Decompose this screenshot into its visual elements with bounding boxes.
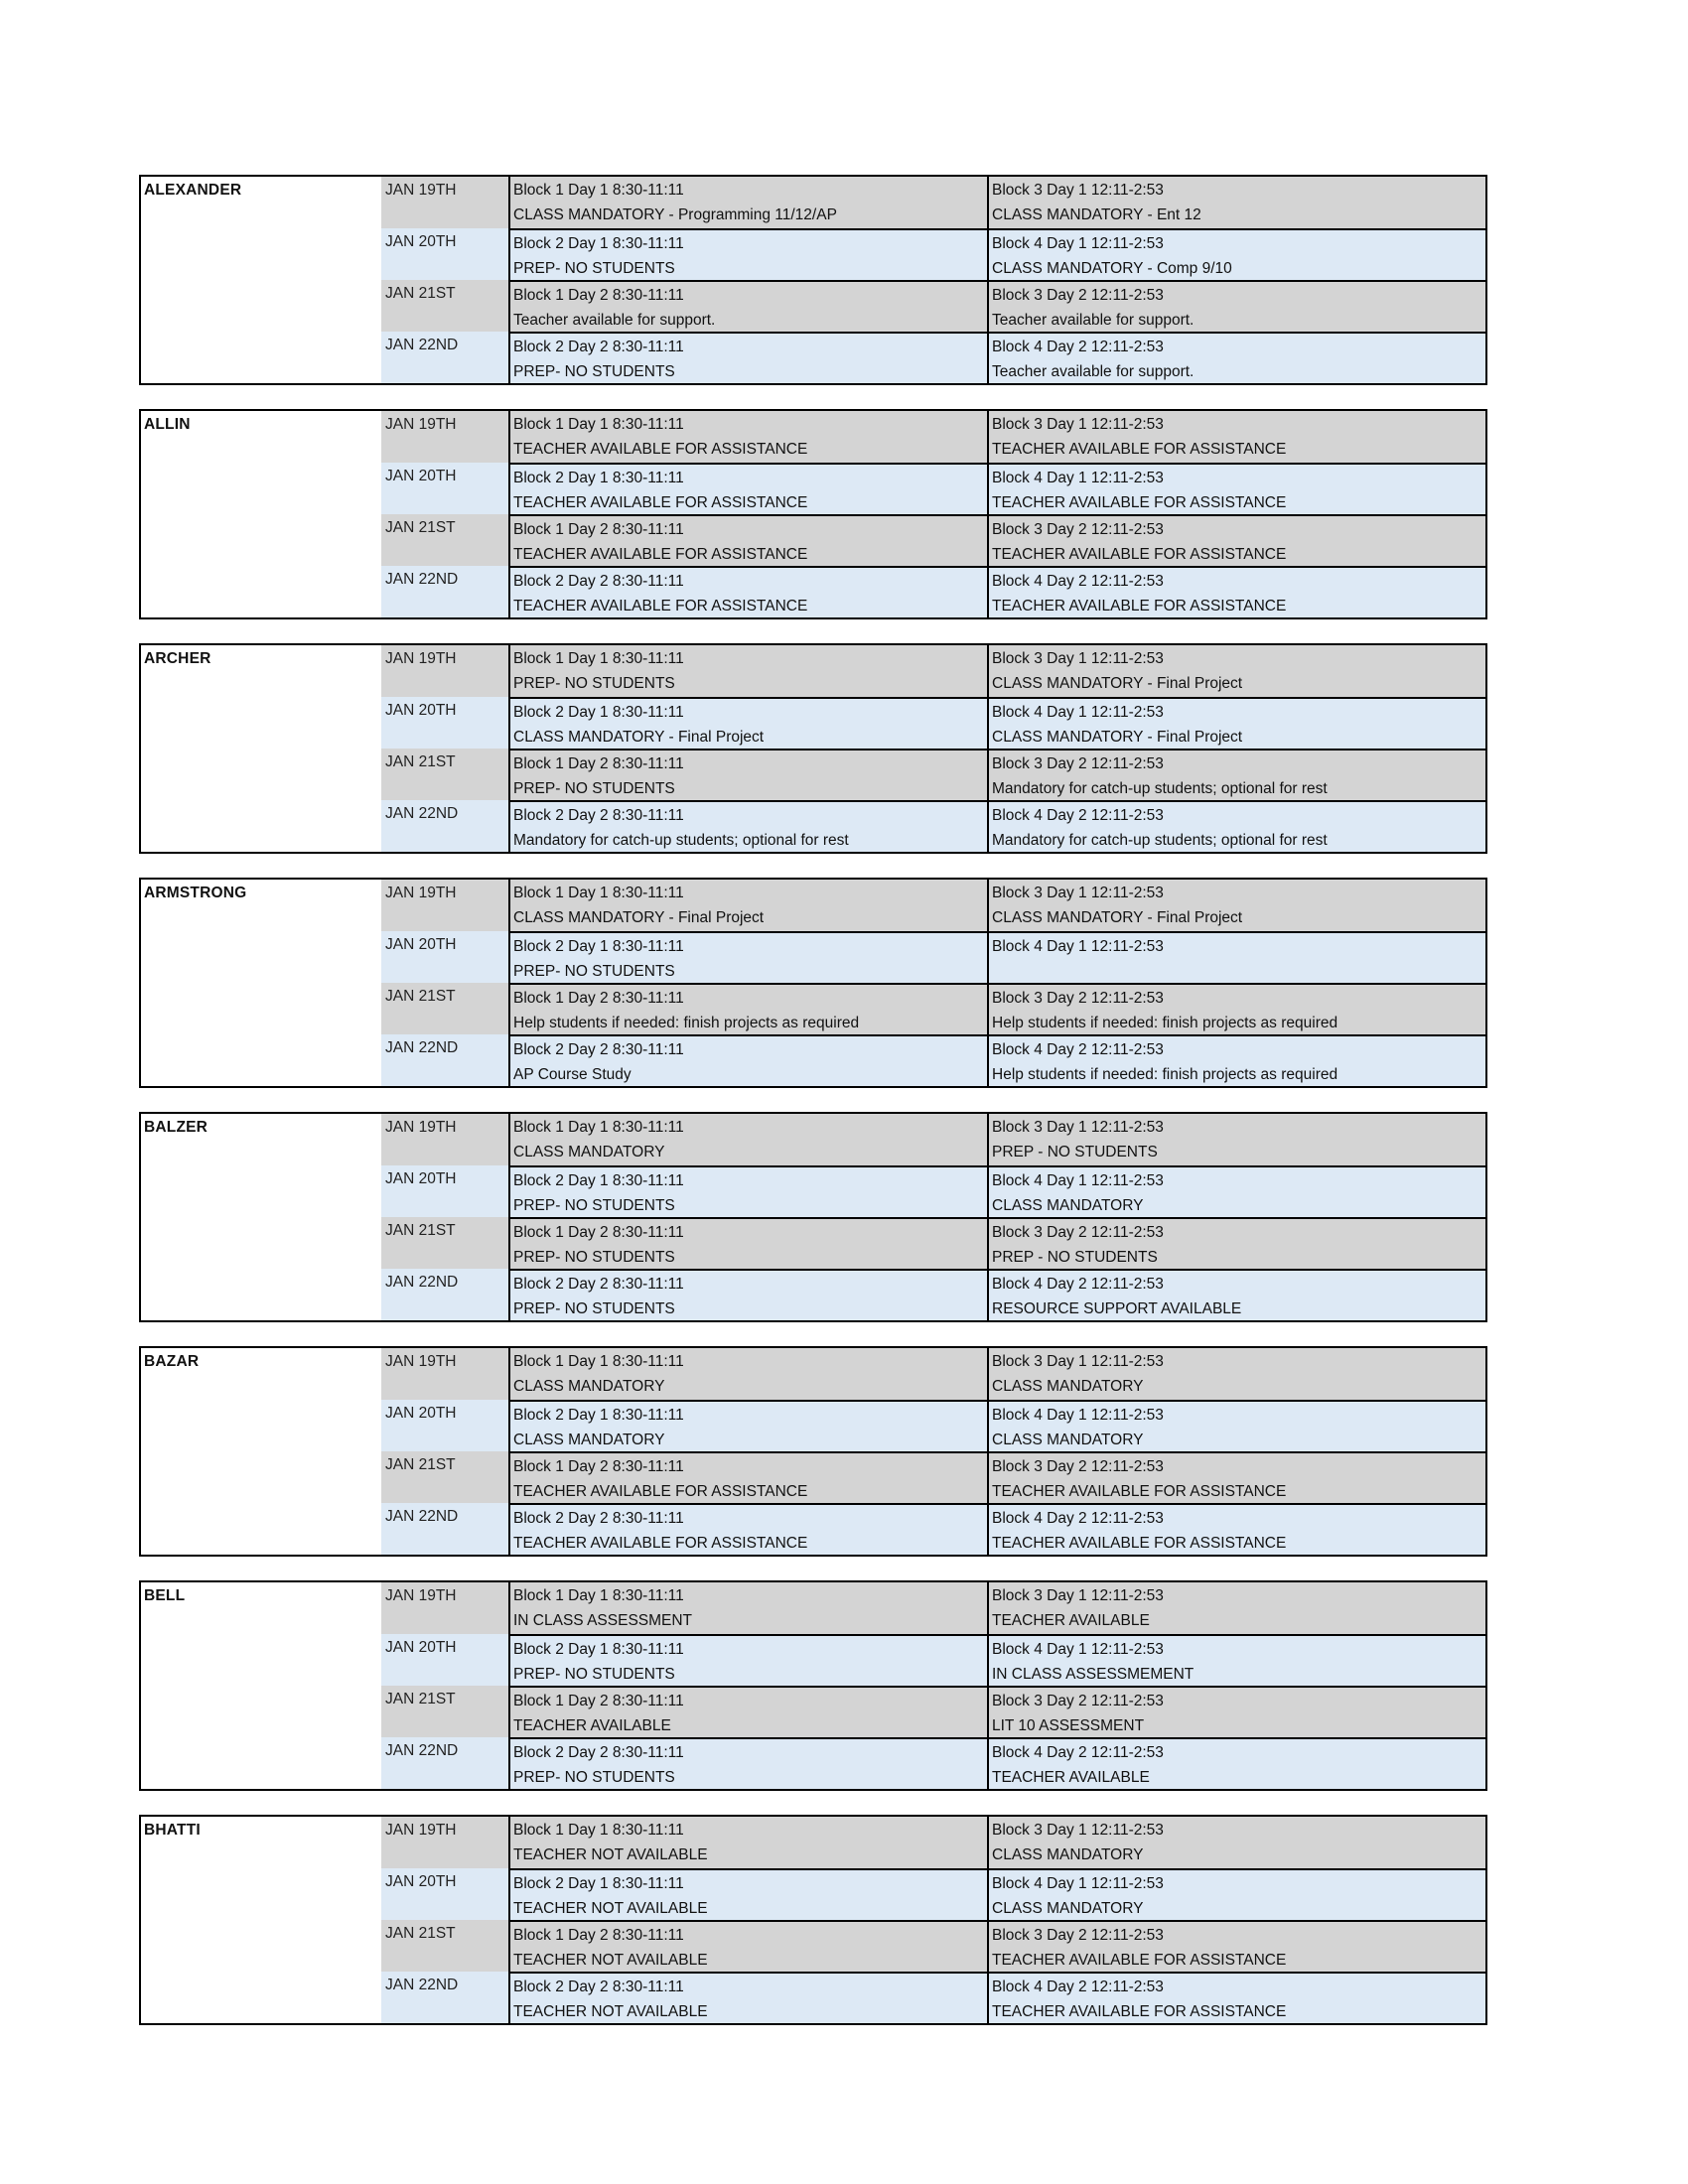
date-cell: JAN 22ND xyxy=(385,571,459,588)
afternoon-block-note: IN CLASS ASSESSMEMENT xyxy=(992,1666,1195,1683)
afternoon-block-time: Block 4 Day 2 12:11-2:53 xyxy=(992,573,1164,590)
afternoon-block-time: Block 3 Day 1 12:11-2:53 xyxy=(992,1822,1164,1839)
morning-block-time: Block 1 Day 2 8:30-11:11 xyxy=(513,287,684,304)
morning-block-time: Block 1 Day 1 8:30-11:11 xyxy=(513,1822,684,1839)
date-cell: JAN 19TH xyxy=(385,885,457,901)
morning-block-note: TEACHER AVAILABLE FOR ASSISTANCE xyxy=(513,1535,808,1552)
morning-block-cell xyxy=(508,1920,987,1972)
morning-block-cell xyxy=(508,800,987,852)
morning-block-note: AP Course Study xyxy=(513,1066,632,1083)
day-rows xyxy=(381,411,1485,617)
day-row xyxy=(381,1034,1485,1086)
morning-block-time: Block 1 Day 1 8:30-11:11 xyxy=(513,650,684,667)
morning-block-time: Block 2 Day 1 8:30-11:11 xyxy=(513,938,684,955)
afternoon-block-cell xyxy=(987,177,1485,228)
morning-block-note: PREP- NO STUDENTS xyxy=(513,1300,675,1317)
date-cell: JAN 21ST xyxy=(385,519,456,536)
date-cell: JAN 20TH xyxy=(385,1639,457,1656)
date-cell: JAN 21ST xyxy=(385,285,456,302)
teacher-block xyxy=(139,1346,1487,1557)
afternoon-block-note: TEACHER AVAILABLE FOR ASSISTANCE xyxy=(992,1952,1287,1969)
afternoon-block-time: Block 4 Day 1 12:11-2:53 xyxy=(992,470,1164,486)
date-cell: JAN 21ST xyxy=(385,1691,456,1707)
afternoon-block-cell xyxy=(987,697,1485,749)
morning-block-cell xyxy=(508,280,987,332)
day-rows xyxy=(381,880,1485,1086)
morning-block-note: CLASS MANDATORY - Final Project xyxy=(513,729,765,746)
afternoon-block-note: TEACHER AVAILABLE FOR ASSISTANCE xyxy=(992,546,1287,563)
morning-block-time: Block 2 Day 2 8:30-11:11 xyxy=(513,1744,684,1761)
morning-block-cell xyxy=(508,1114,987,1165)
morning-block-cell xyxy=(508,228,987,280)
day-row xyxy=(381,931,1485,983)
afternoon-block-note: Teacher available for support. xyxy=(992,363,1195,380)
teacher-block xyxy=(139,643,1487,854)
morning-block-note: CLASS MANDATORY xyxy=(513,1378,665,1395)
afternoon-block-note: CLASS MANDATORY xyxy=(992,1432,1144,1448)
teacher-name: BALZER xyxy=(144,1119,209,1136)
date-cell: JAN 21ST xyxy=(385,1925,456,1942)
afternoon-block-cell xyxy=(987,645,1485,697)
day-rows xyxy=(381,1817,1485,2023)
afternoon-block-cell xyxy=(987,1451,1485,1503)
morning-block-time: Block 1 Day 1 8:30-11:11 xyxy=(513,182,684,199)
afternoon-block-note: Teacher available for support. xyxy=(992,312,1195,329)
afternoon-block-time: Block 4 Day 1 12:11-2:53 xyxy=(992,704,1164,721)
morning-block-time: Block 1 Day 1 8:30-11:11 xyxy=(513,1119,684,1136)
afternoon-block-time: Block 3 Day 2 12:11-2:53 xyxy=(992,1693,1164,1709)
afternoon-block-cell xyxy=(987,880,1485,931)
day-row xyxy=(381,514,1485,566)
date-cell: JAN 21ST xyxy=(385,753,456,770)
date-cell: JAN 20TH xyxy=(385,702,457,719)
day-row xyxy=(381,1217,1485,1269)
date-cell: JAN 20TH xyxy=(385,1405,457,1422)
afternoon-block-time: Block 3 Day 2 12:11-2:53 xyxy=(992,990,1164,1007)
afternoon-block-note: TEACHER AVAILABLE FOR ASSISTANCE xyxy=(992,598,1287,614)
teacher-name: BHATTI xyxy=(144,1822,201,1839)
afternoon-block-cell xyxy=(987,1920,1485,1972)
day-row xyxy=(381,1920,1485,1972)
afternoon-block-time: Block 3 Day 2 12:11-2:53 xyxy=(992,755,1164,772)
afternoon-block-cell xyxy=(987,463,1485,514)
afternoon-block-cell xyxy=(987,332,1485,383)
afternoon-block-time: Block 4 Day 2 12:11-2:53 xyxy=(992,339,1164,355)
afternoon-block-note: TEACHER AVAILABLE FOR ASSISTANCE xyxy=(992,1483,1287,1500)
teacher-block xyxy=(139,409,1487,619)
date-cell: JAN 19TH xyxy=(385,416,457,433)
afternoon-block-note: CLASS MANDATORY - Comp 9/10 xyxy=(992,260,1232,277)
morning-block-cell xyxy=(508,411,987,463)
afternoon-block-note: PREP - NO STUDENTS xyxy=(992,1144,1158,1160)
morning-block-note: CLASS MANDATORY - Final Project xyxy=(513,909,765,926)
afternoon-block-note: LIT 10 ASSESSMENT xyxy=(992,1717,1145,1734)
morning-block-time: Block 1 Day 1 8:30-11:11 xyxy=(513,885,684,901)
morning-block-time: Block 1 Day 2 8:30-11:11 xyxy=(513,1693,684,1709)
morning-block-note: PREP- NO STUDENTS xyxy=(513,1666,675,1683)
morning-block-note: CLASS MANDATORY - Programming 11/12/AP xyxy=(513,206,837,223)
morning-block-note: CLASS MANDATORY xyxy=(513,1144,665,1160)
morning-block-cell xyxy=(508,1269,987,1320)
afternoon-block-cell xyxy=(987,1400,1485,1451)
morning-block-time: Block 2 Day 2 8:30-11:11 xyxy=(513,1979,684,1995)
morning-block-note: TEACHER NOT AVAILABLE xyxy=(513,1952,708,1969)
afternoon-block-note: CLASS MANDATORY xyxy=(992,1197,1144,1214)
afternoon-block-time: Block 3 Day 1 12:11-2:53 xyxy=(992,182,1164,199)
morning-block-cell xyxy=(508,1217,987,1269)
afternoon-block-cell xyxy=(987,800,1485,852)
morning-block-cell xyxy=(508,749,987,800)
morning-block-time: Block 2 Day 2 8:30-11:11 xyxy=(513,573,684,590)
morning-block-cell xyxy=(508,1348,987,1400)
morning-block-note: PREP- NO STUDENTS xyxy=(513,260,675,277)
afternoon-block-cell xyxy=(987,1503,1485,1555)
afternoon-block-cell xyxy=(987,1034,1485,1086)
morning-block-cell xyxy=(508,1034,987,1086)
day-row xyxy=(381,645,1485,697)
afternoon-block-note: TEACHER AVAILABLE FOR ASSISTANCE xyxy=(992,441,1287,458)
morning-block-time: Block 2 Day 2 8:30-11:11 xyxy=(513,807,684,824)
afternoon-block-time: Block 3 Day 1 12:11-2:53 xyxy=(992,1353,1164,1370)
afternoon-block-note: TEACHER AVAILABLE FOR ASSISTANCE xyxy=(992,494,1287,511)
morning-block-cell xyxy=(508,1165,987,1217)
afternoon-block-time: Block 4 Day 1 12:11-2:53 xyxy=(992,235,1164,252)
morning-block-cell xyxy=(508,697,987,749)
date-cell: JAN 19TH xyxy=(385,1587,457,1604)
day-rows xyxy=(381,1348,1485,1555)
morning-block-time: Block 2 Day 1 8:30-11:11 xyxy=(513,470,684,486)
morning-block-cell xyxy=(508,332,987,383)
morning-block-time: Block 2 Day 2 8:30-11:11 xyxy=(513,1276,684,1293)
afternoon-block-time: Block 3 Day 2 12:11-2:53 xyxy=(992,1927,1164,1944)
afternoon-block-cell xyxy=(987,983,1485,1034)
day-row xyxy=(381,228,1485,280)
afternoon-block-cell xyxy=(987,1634,1485,1686)
afternoon-block-note: CLASS MANDATORY - Final Project xyxy=(992,729,1243,746)
afternoon-block-cell xyxy=(987,1114,1485,1165)
morning-block-note: TEACHER NOT AVAILABLE xyxy=(513,1900,708,1917)
morning-block-time: Block 2 Day 1 8:30-11:11 xyxy=(513,1172,684,1189)
morning-block-note: Mandatory for catch-up students; optional for rest xyxy=(513,832,849,849)
afternoon-block-cell xyxy=(987,1348,1485,1400)
morning-block-note: PREP- NO STUDENTS xyxy=(513,675,675,692)
morning-block-note: PREP- NO STUDENTS xyxy=(513,1197,675,1214)
morning-block-cell xyxy=(508,1451,987,1503)
day-row xyxy=(381,1634,1485,1686)
morning-block-time: Block 2 Day 1 8:30-11:11 xyxy=(513,1407,684,1424)
morning-block-note: TEACHER AVAILABLE FOR ASSISTANCE xyxy=(513,441,808,458)
morning-block-cell xyxy=(508,566,987,617)
day-row xyxy=(381,463,1485,514)
day-row xyxy=(381,1503,1485,1555)
day-row xyxy=(381,1582,1485,1634)
afternoon-block-note: Help students if needed: finish projects as required xyxy=(992,1066,1338,1083)
day-row xyxy=(381,1114,1485,1165)
morning-block-cell xyxy=(508,1868,987,1920)
day-row xyxy=(381,177,1485,228)
afternoon-block-cell xyxy=(987,1269,1485,1320)
morning-block-note: PREP- NO STUDENTS xyxy=(513,1249,675,1266)
day-row xyxy=(381,800,1485,852)
day-row xyxy=(381,1972,1485,2023)
morning-block-time: Block 1 Day 2 8:30-11:11 xyxy=(513,990,684,1007)
afternoon-block-time: Block 3 Day 1 12:11-2:53 xyxy=(992,416,1164,433)
day-rows xyxy=(381,645,1485,852)
afternoon-block-time: Block 4 Day 1 12:11-2:53 xyxy=(992,1407,1164,1424)
afternoon-block-note: RESOURCE SUPPORT AVAILABLE xyxy=(992,1300,1242,1317)
afternoon-block-cell xyxy=(987,931,1485,983)
afternoon-block-time: Block 4 Day 2 12:11-2:53 xyxy=(992,1041,1164,1058)
morning-block-cell xyxy=(508,645,987,697)
morning-block-time: Block 2 Day 2 8:30-11:11 xyxy=(513,339,684,355)
teacher-name: ALLIN xyxy=(144,416,191,433)
day-rows xyxy=(381,1582,1485,1789)
date-cell: JAN 20TH xyxy=(385,936,457,953)
morning-block-note: PREP- NO STUDENTS xyxy=(513,780,675,797)
afternoon-block-note: CLASS MANDATORY xyxy=(992,1900,1144,1917)
teacher-name: ARMSTRONG xyxy=(144,885,247,901)
afternoon-block-cell xyxy=(987,1737,1485,1789)
morning-block-note: TEACHER AVAILABLE FOR ASSISTANCE xyxy=(513,598,808,614)
day-row xyxy=(381,1686,1485,1737)
afternoon-block-cell xyxy=(987,514,1485,566)
afternoon-block-note: Mandatory for catch-up students; optional for rest xyxy=(992,832,1328,849)
morning-block-time: Block 2 Day 1 8:30-11:11 xyxy=(513,235,684,252)
afternoon-block-cell xyxy=(987,1972,1485,2023)
morning-block-time: Block 1 Day 1 8:30-11:11 xyxy=(513,416,684,433)
date-cell: JAN 21ST xyxy=(385,1456,456,1473)
afternoon-block-note: Help students if needed: finish projects as required xyxy=(992,1015,1338,1031)
afternoon-block-note: CLASS MANDATORY xyxy=(992,1846,1144,1863)
date-cell: JAN 22ND xyxy=(385,1508,459,1525)
morning-block-cell xyxy=(508,1503,987,1555)
afternoon-block-time: Block 3 Day 1 12:11-2:53 xyxy=(992,885,1164,901)
day-rows xyxy=(381,1114,1485,1320)
morning-block-cell xyxy=(508,1972,987,2023)
teacher-name: ARCHER xyxy=(144,650,211,667)
teacher-name: BELL xyxy=(144,1587,186,1604)
day-row xyxy=(381,1737,1485,1789)
date-cell: JAN 20TH xyxy=(385,1873,457,1890)
day-row xyxy=(381,1400,1485,1451)
day-row xyxy=(381,332,1485,383)
morning-block-time: Block 1 Day 2 8:30-11:11 xyxy=(513,521,684,538)
teacher-block xyxy=(139,1815,1487,2025)
morning-block-time: Block 1 Day 2 8:30-11:11 xyxy=(513,1458,684,1475)
morning-block-cell xyxy=(508,983,987,1034)
afternoon-block-cell xyxy=(987,1582,1485,1634)
afternoon-block-time: Block 4 Day 1 12:11-2:53 xyxy=(992,1172,1164,1189)
morning-block-time: Block 1 Day 2 8:30-11:11 xyxy=(513,1927,684,1944)
morning-block-cell xyxy=(508,1400,987,1451)
date-cell: JAN 20TH xyxy=(385,1170,457,1187)
afternoon-block-time: Block 3 Day 1 12:11-2:53 xyxy=(992,1587,1164,1604)
day-row xyxy=(381,1817,1485,1868)
afternoon-block-note: TEACHER AVAILABLE xyxy=(992,1769,1150,1786)
afternoon-block-time: Block 4 Day 2 12:11-2:53 xyxy=(992,1510,1164,1527)
morning-block-cell xyxy=(508,463,987,514)
morning-block-cell xyxy=(508,514,987,566)
day-row xyxy=(381,280,1485,332)
morning-block-time: Block 2 Day 2 8:30-11:11 xyxy=(513,1041,684,1058)
morning-block-note: CLASS MANDATORY xyxy=(513,1432,665,1448)
afternoon-block-note: CLASS MANDATORY - Final Project xyxy=(992,675,1243,692)
afternoon-block-cell xyxy=(987,1686,1485,1737)
morning-block-cell xyxy=(508,1634,987,1686)
teacher-block xyxy=(139,175,1487,385)
morning-block-time: Block 2 Day 1 8:30-11:11 xyxy=(513,1641,684,1658)
afternoon-block-cell xyxy=(987,1165,1485,1217)
teacher-name: BAZAR xyxy=(144,1353,200,1370)
afternoon-block-note: CLASS MANDATORY - Final Project xyxy=(992,909,1243,926)
morning-block-time: Block 2 Day 2 8:30-11:11 xyxy=(513,1510,684,1527)
day-row xyxy=(381,1868,1485,1920)
morning-block-cell xyxy=(508,1817,987,1868)
morning-block-cell xyxy=(508,1686,987,1737)
date-cell: JAN 19TH xyxy=(385,182,457,199)
afternoon-block-note: Mandatory for catch-up students; optional for rest xyxy=(992,780,1328,797)
afternoon-block-cell xyxy=(987,411,1485,463)
afternoon-block-time: Block 3 Day 2 12:11-2:53 xyxy=(992,1458,1164,1475)
morning-block-time: Block 1 Day 2 8:30-11:11 xyxy=(513,755,684,772)
afternoon-block-time: Block 3 Day 2 12:11-2:53 xyxy=(992,1224,1164,1241)
day-row xyxy=(381,983,1485,1034)
morning-block-time: Block 1 Day 2 8:30-11:11 xyxy=(513,1224,684,1241)
date-cell: JAN 22ND xyxy=(385,1274,459,1291)
date-cell: JAN 22ND xyxy=(385,337,459,353)
afternoon-block-time: Block 4 Day 2 12:11-2:53 xyxy=(992,807,1164,824)
morning-block-cell xyxy=(508,177,987,228)
morning-block-note: TEACHER AVAILABLE FOR ASSISTANCE xyxy=(513,494,808,511)
date-cell: JAN 20TH xyxy=(385,233,457,250)
date-cell: JAN 21ST xyxy=(385,988,456,1005)
afternoon-block-note xyxy=(989,959,1485,983)
morning-block-note: Teacher available for support. xyxy=(513,312,716,329)
date-cell: JAN 19TH xyxy=(385,1353,457,1370)
day-rows xyxy=(381,177,1485,383)
day-row xyxy=(381,1348,1485,1400)
teacher-block xyxy=(139,1112,1487,1322)
day-row xyxy=(381,411,1485,463)
morning-block-cell xyxy=(508,1582,987,1634)
date-cell: JAN 21ST xyxy=(385,1222,456,1239)
afternoon-block-time: Block 3 Day 2 12:11-2:53 xyxy=(992,521,1164,538)
day-row xyxy=(381,697,1485,749)
afternoon-block-note: TEACHER AVAILABLE xyxy=(992,1612,1150,1629)
day-row xyxy=(381,880,1485,931)
day-row xyxy=(381,1451,1485,1503)
afternoon-block-time: Block 4 Day 2 12:11-2:53 xyxy=(992,1744,1164,1761)
morning-block-note: TEACHER AVAILABLE FOR ASSISTANCE xyxy=(513,1483,808,1500)
afternoon-block-time: Block 3 Day 1 12:11-2:53 xyxy=(992,1119,1164,1136)
afternoon-block-note: CLASS MANDATORY - Ent 12 xyxy=(992,206,1201,223)
date-cell: JAN 19TH xyxy=(385,1119,457,1136)
date-cell: JAN 19TH xyxy=(385,1822,457,1839)
morning-block-cell xyxy=(508,1737,987,1789)
afternoon-block-note: PREP - NO STUDENTS xyxy=(992,1249,1158,1266)
afternoon-block-time: Block 4 Day 1 12:11-2:53 xyxy=(992,938,1164,955)
morning-block-note: PREP- NO STUDENTS xyxy=(513,363,675,380)
day-row xyxy=(381,749,1485,800)
afternoon-block-note: CLASS MANDATORY xyxy=(992,1378,1144,1395)
morning-block-note: IN CLASS ASSESSMENT xyxy=(513,1612,693,1629)
morning-block-note: PREP- NO STUDENTS xyxy=(513,1769,675,1786)
teacher-name: ALEXANDER xyxy=(144,182,242,199)
morning-block-cell xyxy=(508,880,987,931)
date-cell: JAN 20TH xyxy=(385,468,457,484)
afternoon-block-cell xyxy=(987,1868,1485,1920)
date-cell: JAN 22ND xyxy=(385,805,459,822)
afternoon-block-time: Block 4 Day 2 12:11-2:53 xyxy=(992,1979,1164,1995)
afternoon-block-cell xyxy=(987,1817,1485,1868)
afternoon-block-note: TEACHER AVAILABLE FOR ASSISTANCE xyxy=(992,2003,1287,2020)
afternoon-block-cell xyxy=(987,566,1485,617)
morning-block-note: TEACHER NOT AVAILABLE xyxy=(513,1846,708,1863)
afternoon-block-cell xyxy=(987,280,1485,332)
date-cell: JAN 22ND xyxy=(385,1977,459,1993)
afternoon-block-cell xyxy=(987,749,1485,800)
morning-block-note: TEACHER AVAILABLE xyxy=(513,1717,671,1734)
afternoon-block-time: Block 4 Day 1 12:11-2:53 xyxy=(992,1641,1164,1658)
date-cell: JAN 19TH xyxy=(385,650,457,667)
date-cell: JAN 22ND xyxy=(385,1742,459,1759)
morning-block-time: Block 2 Day 1 8:30-11:11 xyxy=(513,1875,684,1892)
morning-block-note: PREP- NO STUDENTS xyxy=(513,963,675,980)
day-row xyxy=(381,1269,1485,1320)
afternoon-block-time: Block 4 Day 1 12:11-2:53 xyxy=(992,1875,1164,1892)
morning-block-note: TEACHER AVAILABLE FOR ASSISTANCE xyxy=(513,546,808,563)
morning-block-note: Help students if needed: finish projects as required xyxy=(513,1015,860,1031)
day-row xyxy=(381,566,1485,617)
afternoon-block-cell xyxy=(987,228,1485,280)
morning-block-time: Block 2 Day 1 8:30-11:11 xyxy=(513,704,684,721)
afternoon-block-time: Block 4 Day 2 12:11-2:53 xyxy=(992,1276,1164,1293)
morning-block-note: TEACHER NOT AVAILABLE xyxy=(513,2003,708,2020)
teacher-block xyxy=(139,878,1487,1088)
afternoon-block-time: Block 3 Day 2 12:11-2:53 xyxy=(992,287,1164,304)
morning-block-time: Block 1 Day 1 8:30-11:11 xyxy=(513,1353,684,1370)
morning-block-cell xyxy=(508,931,987,983)
afternoon-block-time: Block 3 Day 1 12:11-2:53 xyxy=(992,650,1164,667)
teacher-block xyxy=(139,1580,1487,1791)
date-cell: JAN 22ND xyxy=(385,1039,459,1056)
teacher-schedule xyxy=(139,175,1487,2049)
day-row xyxy=(381,1165,1485,1217)
afternoon-block-cell xyxy=(987,1217,1485,1269)
afternoon-block-note: TEACHER AVAILABLE FOR ASSISTANCE xyxy=(992,1535,1287,1552)
morning-block-time: Block 1 Day 1 8:30-11:11 xyxy=(513,1587,684,1604)
